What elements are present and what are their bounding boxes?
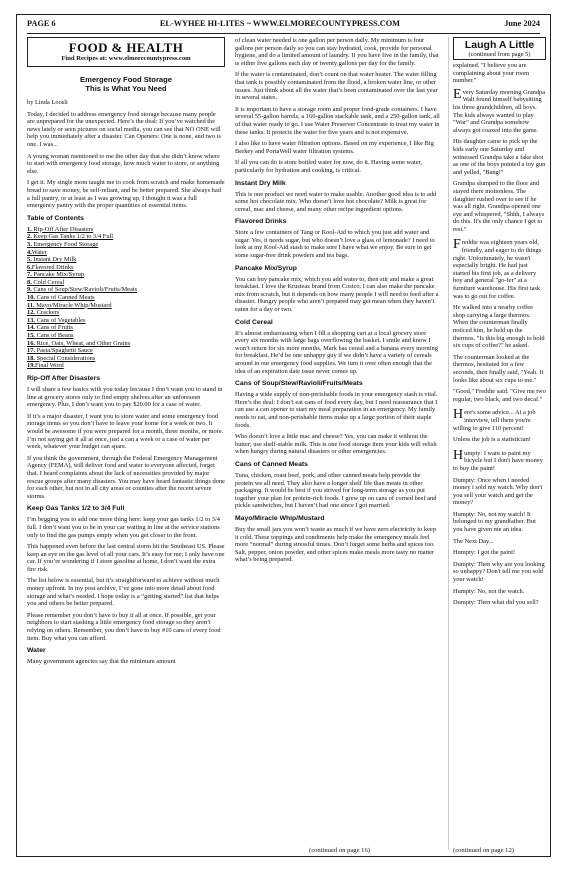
section-subtitle: Find Recipes at: www.elmorecountypress.com — [61, 55, 191, 62]
toc-link[interactable]: 1. Rip-Off After Disasters — [27, 225, 94, 233]
joke-paragraph: He walked into a nearby coffee shop carrying a large thermos. When the counterman finally noticed him, he held up the thermos. "Is this big enough to hold six cups of coffee?" he asked. — [453, 304, 545, 350]
subheading: Cold Cereal — [235, 318, 273, 326]
paragraph: This is one product we need water to make usable. Another good idea is to add some hot chocolate mix. Who doesn’t love hot chocolate? Milk is great for cereal, mac and cheese, and many other recipe ingredient options. — [235, 190, 437, 213]
joke-paragraph: The counterman looked at the thermos, hesitated for a few seconds, then finally said, "Yeah. It looks like about six cups to me." — [453, 353, 544, 384]
joke-paragraph: Dumpty: Then what did you sell? — [453, 599, 539, 607]
paragraph: The list below is essential, but it’s straightforward to achieve without much money upfront. In my post archive, I’ve gone into more detail about food storage and what’s needed. I hope today is a “getting started” list that helps you and others be better prepared. — [27, 577, 220, 608]
subheading: Pancake Mix/Syrup — [235, 264, 297, 272]
joke-paragraph: Humpty: No, not the watch. — [453, 587, 525, 595]
paragraph: I get it. My single mom taught me to cook from scratch and make homemade bread to save money, be self-reliant, and be better prepared. She always had a full pantry, or at least as I was growing up, I thought it was a full emergency pantry with the proper quantities of essential items. — [27, 179, 225, 210]
joke — [453, 409, 546, 443]
paragraph: Having a wide supply of non-perishable foods in your emergency stash is vital. Here’s the deal: I don’t eat cans of food every day, but I need reassurance that I can use a can opener to start my meal preparation in an emergency. My family needs to eat, and non-perishable items make up a large portion of their staple foods. — [235, 391, 438, 429]
toc-link[interactable]: 9. Cans of Soup/Stew/Ravioli/Fruits/Meats — [27, 286, 138, 294]
joke-paragraph: Unless the job is a statistician! — [453, 436, 531, 444]
joke-paragraph: Humpty: I want to paint my bicycle but I don't have money to buy the paint! — [453, 447, 543, 472]
toc-link[interactable]: 2. Keep Gas Tanks 1/2 to 3/4 Full — [27, 233, 114, 241]
toc-link[interactable]: 19.Final Word — [27, 362, 64, 370]
paragraph: I also like to have water filtration options. Based on my experience, I like Big Berkey and PortaWell water filtration systems. — [235, 140, 434, 155]
humor-title: Laugh A Little — [464, 39, 535, 51]
paragraph: You can buy pancake mix, which you add water to, then stir and make a great breakfast. I love the Krusteaz brand from Costco. I can also make the pancake mix from scratch, but it depends on how many people I will need to feed after a disaster. Hungry people who aren’t prepared may get mean when they haven’t eaten for a day or two. — [235, 275, 439, 314]
publication-title: EL-WYHEE HI-LITES ~ WWW.ELMORECOUNTYPRESS.COM — [159, 19, 401, 28]
paragraph: Tuna, chicken, roast beef, pork, and other canned meats help provide the protein we all need. They also have a longer shelf life than meats in other packaging. It would be best if you strived for long-term storage as you put together your plan for protein-rich foods. I grew up on cans of corned beef and pickle sandwiches, but I haven’t had one since I got married. — [235, 471, 437, 510]
toc-link[interactable]: 13. Cans of Vegetables — [27, 316, 86, 324]
continued-note: (continued on page 12) — [453, 847, 514, 854]
toc-link[interactable]: 15. Cans of Beans — [27, 332, 74, 340]
toc-link[interactable]: 17. Pasta/Spaghetti Sauce — [27, 347, 93, 355]
byline: by Linda Loosli — [27, 99, 68, 106]
column-3 — [448, 37, 546, 850]
paragraph: It’s almost embarrassing when I fill a shopping cart at a local grocery store every six months with large bags overflowing the basket. I smile and know I won’t return for six more months. Mark has cereal and a banana every morning for breakfast. He’d be one unhappy guy if we didn’t have a variety of cereals around in our emergency food supplies. We turn it over often enough that the idea of an expiration date issue never comes up. — [235, 329, 438, 375]
paragraph: Please remember you don’t have to buy it all at once. If possible, get your neighbors to start stashing a little emergency food storage so they aren’t relying on others. Remember, you don’t have to buy #10 cans of every food item. Buy what you can afford. — [27, 611, 221, 642]
paragraph: If you think the government, through the Federal Emergency Management Agency (FEMA), will deliver food and water to everyone affected, forget that. I heard complaints about the lack of necessities provided by major rescue groups after many disasters. You may have heard fantastic things done for each other, but not in all city areas or counties after the recent severe storms. — [27, 454, 225, 500]
paragraph: If all you can do is store bottled water for now, do it. Having some water, particularly for hydration and cooking, is critical. — [235, 159, 423, 174]
paragraph: Many government agencies say that the minimum amount — [27, 658, 176, 666]
joke-paragraph: "Good," Freddie said. "Give me two regular, two black, and two decaf." — [453, 388, 546, 403]
paragraph: It is important to have a storage room and proper food-grade containers. I have several 55-gallon barrels, a 160-gallon stackable tank, and a 250-gallon tank, all of that water ready to go. I use Water Preserver Concentrate to treat my water in these tanks. It protects the water for five years and is not expensive. — [235, 105, 440, 136]
masthead — [27, 19, 540, 34]
humor-header-box — [453, 37, 546, 60]
joke-paragraph: Humpty: I got the paint! — [453, 549, 516, 557]
toc-link[interactable]: 14. Cans of Fruits — [27, 324, 73, 332]
newspaper-page — [16, 14, 551, 857]
toc-link[interactable]: 7. Pancake Mix/Syrup — [27, 271, 84, 279]
toc-link[interactable]: 8. Cold Cereal — [27, 278, 65, 286]
continued-note: (continued on page 16) — [309, 847, 370, 854]
subheading: Instant Dry Milk — [235, 179, 286, 187]
toc-link[interactable]: 18. Special Considerations — [27, 354, 96, 362]
subheading: Water — [27, 647, 46, 655]
article-subheadline: This Is What You Need — [85, 84, 167, 93]
joke-paragraph: Here's some advice... At a job interview, tell them you're willing to give 110 percent! — [453, 407, 536, 432]
joke-paragraph: Every Saturday morning Grandpa Walt found himself babysitting his three grandchildren, all boys. The kids always wanted to play "War" and Grandpa somehow always got coaxed into the game. — [453, 86, 546, 134]
joke-paragraph: explained. "I believe you are complaining about your room number." — [453, 62, 530, 85]
toc-link[interactable]: 4.Water — [27, 248, 47, 256]
section-title: FOOD & HEALTH — [68, 40, 184, 55]
joke-paragraph: Grandpa slumped to the floor and stayed there motionless. The daughter rushed over to see if he was all right. Grandpa opened one eye and whispered, "Shhh, I always do this. It's the only chance I get to rest." — [453, 180, 545, 233]
drop-cap: H — [453, 407, 464, 423]
subheading: Cans of Canned Meats — [235, 460, 308, 468]
joke-paragraph: Dumpty: Then why are you looking so unhappy? Don't tell me you sold your watch! — [453, 560, 545, 584]
joke — [453, 447, 546, 607]
paragraph: This happened even before the last central storm hit the Southeast US. Please keep an eye on the gas level of all your cars. It’s easy for me; I only have one car. If you’re wondering if I store gasoline at home, I don’t want the extra fire risk. — [27, 543, 225, 573]
toc-link[interactable]: 11. Mayo/Miracle Whip/Mustard — [27, 301, 112, 309]
table-of-contents — [27, 226, 225, 370]
section-header-box — [27, 37, 225, 67]
joke-paragraph: Humpty: No, not my watch! It belonged to my grandfather. But you have given me an idea. — [453, 510, 536, 534]
toc-heading: Table of Contents — [27, 214, 84, 222]
joke — [453, 239, 546, 403]
joke-paragraph: Freddie was eighteen years old, friendly, and eager to do things right. Unfortunately, he wasn't especially bright. He had just started his first job, as a delivery boy and general "go-fer" at a furniture warehouse. His first task was to go out for coffee. — [453, 237, 542, 300]
toc-link[interactable]: 6.Flavored Drinks — [27, 263, 74, 271]
subheading: Keep Gas Tanks 1/2 to 3/4 Full — [27, 505, 125, 513]
drop-cap: E — [453, 86, 462, 102]
joke-paragraph: Dumpty: Once when i needed money i sold my watch. Why don't you sell your watch and get the money? — [453, 476, 543, 507]
joke — [453, 86, 546, 234]
toc-link[interactable]: 5. Instant Dry Milk — [27, 256, 77, 264]
column-2 — [235, 37, 440, 850]
drop-cap: F — [453, 237, 461, 253]
paragraph: If it’s a major disaster, I want you to store water and some emergency food storage items so you don’t have to leave your home for a week or two. It would be awesome if you were prepared for a month, three months, or more. I’m not saying get it all at once, just a can a week or a case of water per week, whatever your budget can spare. — [27, 412, 224, 451]
toc-link[interactable]: 3. Emergency Food Storage — [27, 240, 99, 248]
toc-link[interactable]: 12. Crackers — [27, 309, 60, 317]
joke-paragraph: The Next Day... — [453, 537, 494, 545]
paragraph: I’m begging you to add one more thing here: keep your gas tanks 1/2 to 3/4 full. I don’t want you to be in your car waiting in line at the service stations only to find the gas pumps empty when you get closer to the front. — [27, 516, 220, 539]
paragraph: of clean water needed is one gallon per person daily. My minimum is four gallons per person daily so you can stay hydrated, cook, provide for personal hygiene, and do a limited amount of laundry. If you have five in the family, that is either five gallons each day or twenty gallons per day for the family. — [235, 37, 439, 67]
paragraph: I will share a few basics with you today because I don’t want you to stand in line at grocery stores only to find empty shelves after an unforeseen emergency. Plus, I don’t want you to pay $20.00 for a case of water. — [27, 386, 223, 409]
drop-cap: H — [453, 447, 464, 463]
column-1 — [27, 37, 225, 850]
joke-paragraph: His daughter came to pick up the kids early one Saturday and witnessed Grandpa take a fake shot as one of the boys pointed a toy gun and yelled, "Bang!" — [453, 138, 546, 176]
subheading: Flavored Drinks — [235, 218, 287, 226]
subheading: Cans of Soup/Stew/Ravioli/Fruits/Meats — [235, 380, 363, 388]
issue-date: June 2024 — [504, 19, 540, 28]
article-headline: Emergency Food Storage — [80, 75, 172, 84]
paragraph: Buy the small jars you won’t waste as much if we have zero electricity to keep it cold. These toppings and condiments help make the emergency meals feel more “normal” during stressful times. Don’t forget some herbs and spices too. Salt, pepper, onion powder, and other spices make meals more tasty no matter what’s being prepared. — [235, 525, 436, 564]
toc-link[interactable]: 16. Rice, Oats, Wheat, and Other Grains — [27, 339, 131, 347]
subheading: Mayo/Miracle Whip/Mustard — [235, 514, 325, 522]
page-number: PAGE 6 — [27, 19, 56, 28]
paragraph: Today, I decided to address emergency food storage because many people are unprepared for the unexpected. Here’s the deal: If you’ve watched the news lately or seen pictures on social media, you can see that NO ONE will help you immediately after a disaster. Can Openers: One is none, and two is one. I was... — [27, 110, 221, 148]
subheading: Rip-Off After Disasters — [27, 375, 101, 382]
toc-link[interactable]: 10. Cans of Canned Meats — [27, 294, 95, 302]
paragraph: Store a few containers of Tang or Kool-Aid to which you just add water and sugar. Yes, it needs sugar, but who doesn’t love a glass of lemonade? I need to look at my Kool-Aid stash to make sure I have what we enjoy. Be sure to get some sugar-free drink powders and tea bags. — [235, 229, 435, 260]
paragraph: Who doesn’t love a little mac and cheese? Yes, you can make it without the butter; use shelf-stable milk. This is one food storage item your kids will relish when hungry during natural disasters or other emergencies. — [235, 433, 437, 456]
paragraph: A young woman mentioned to me the other day that she didn’t know where to start with emergency food storage, how much water to store, or anything else. — [27, 152, 220, 175]
humor-subtitle: (continued from page 5) — [468, 51, 531, 58]
paragraph: If the water is contaminated, don’t count on that water heater. The water filling that tank is possibly contaminated from the flood, a broken water line, or other issues. Just think about all the water that’s been contaminated over the last year in several states. — [235, 71, 438, 102]
